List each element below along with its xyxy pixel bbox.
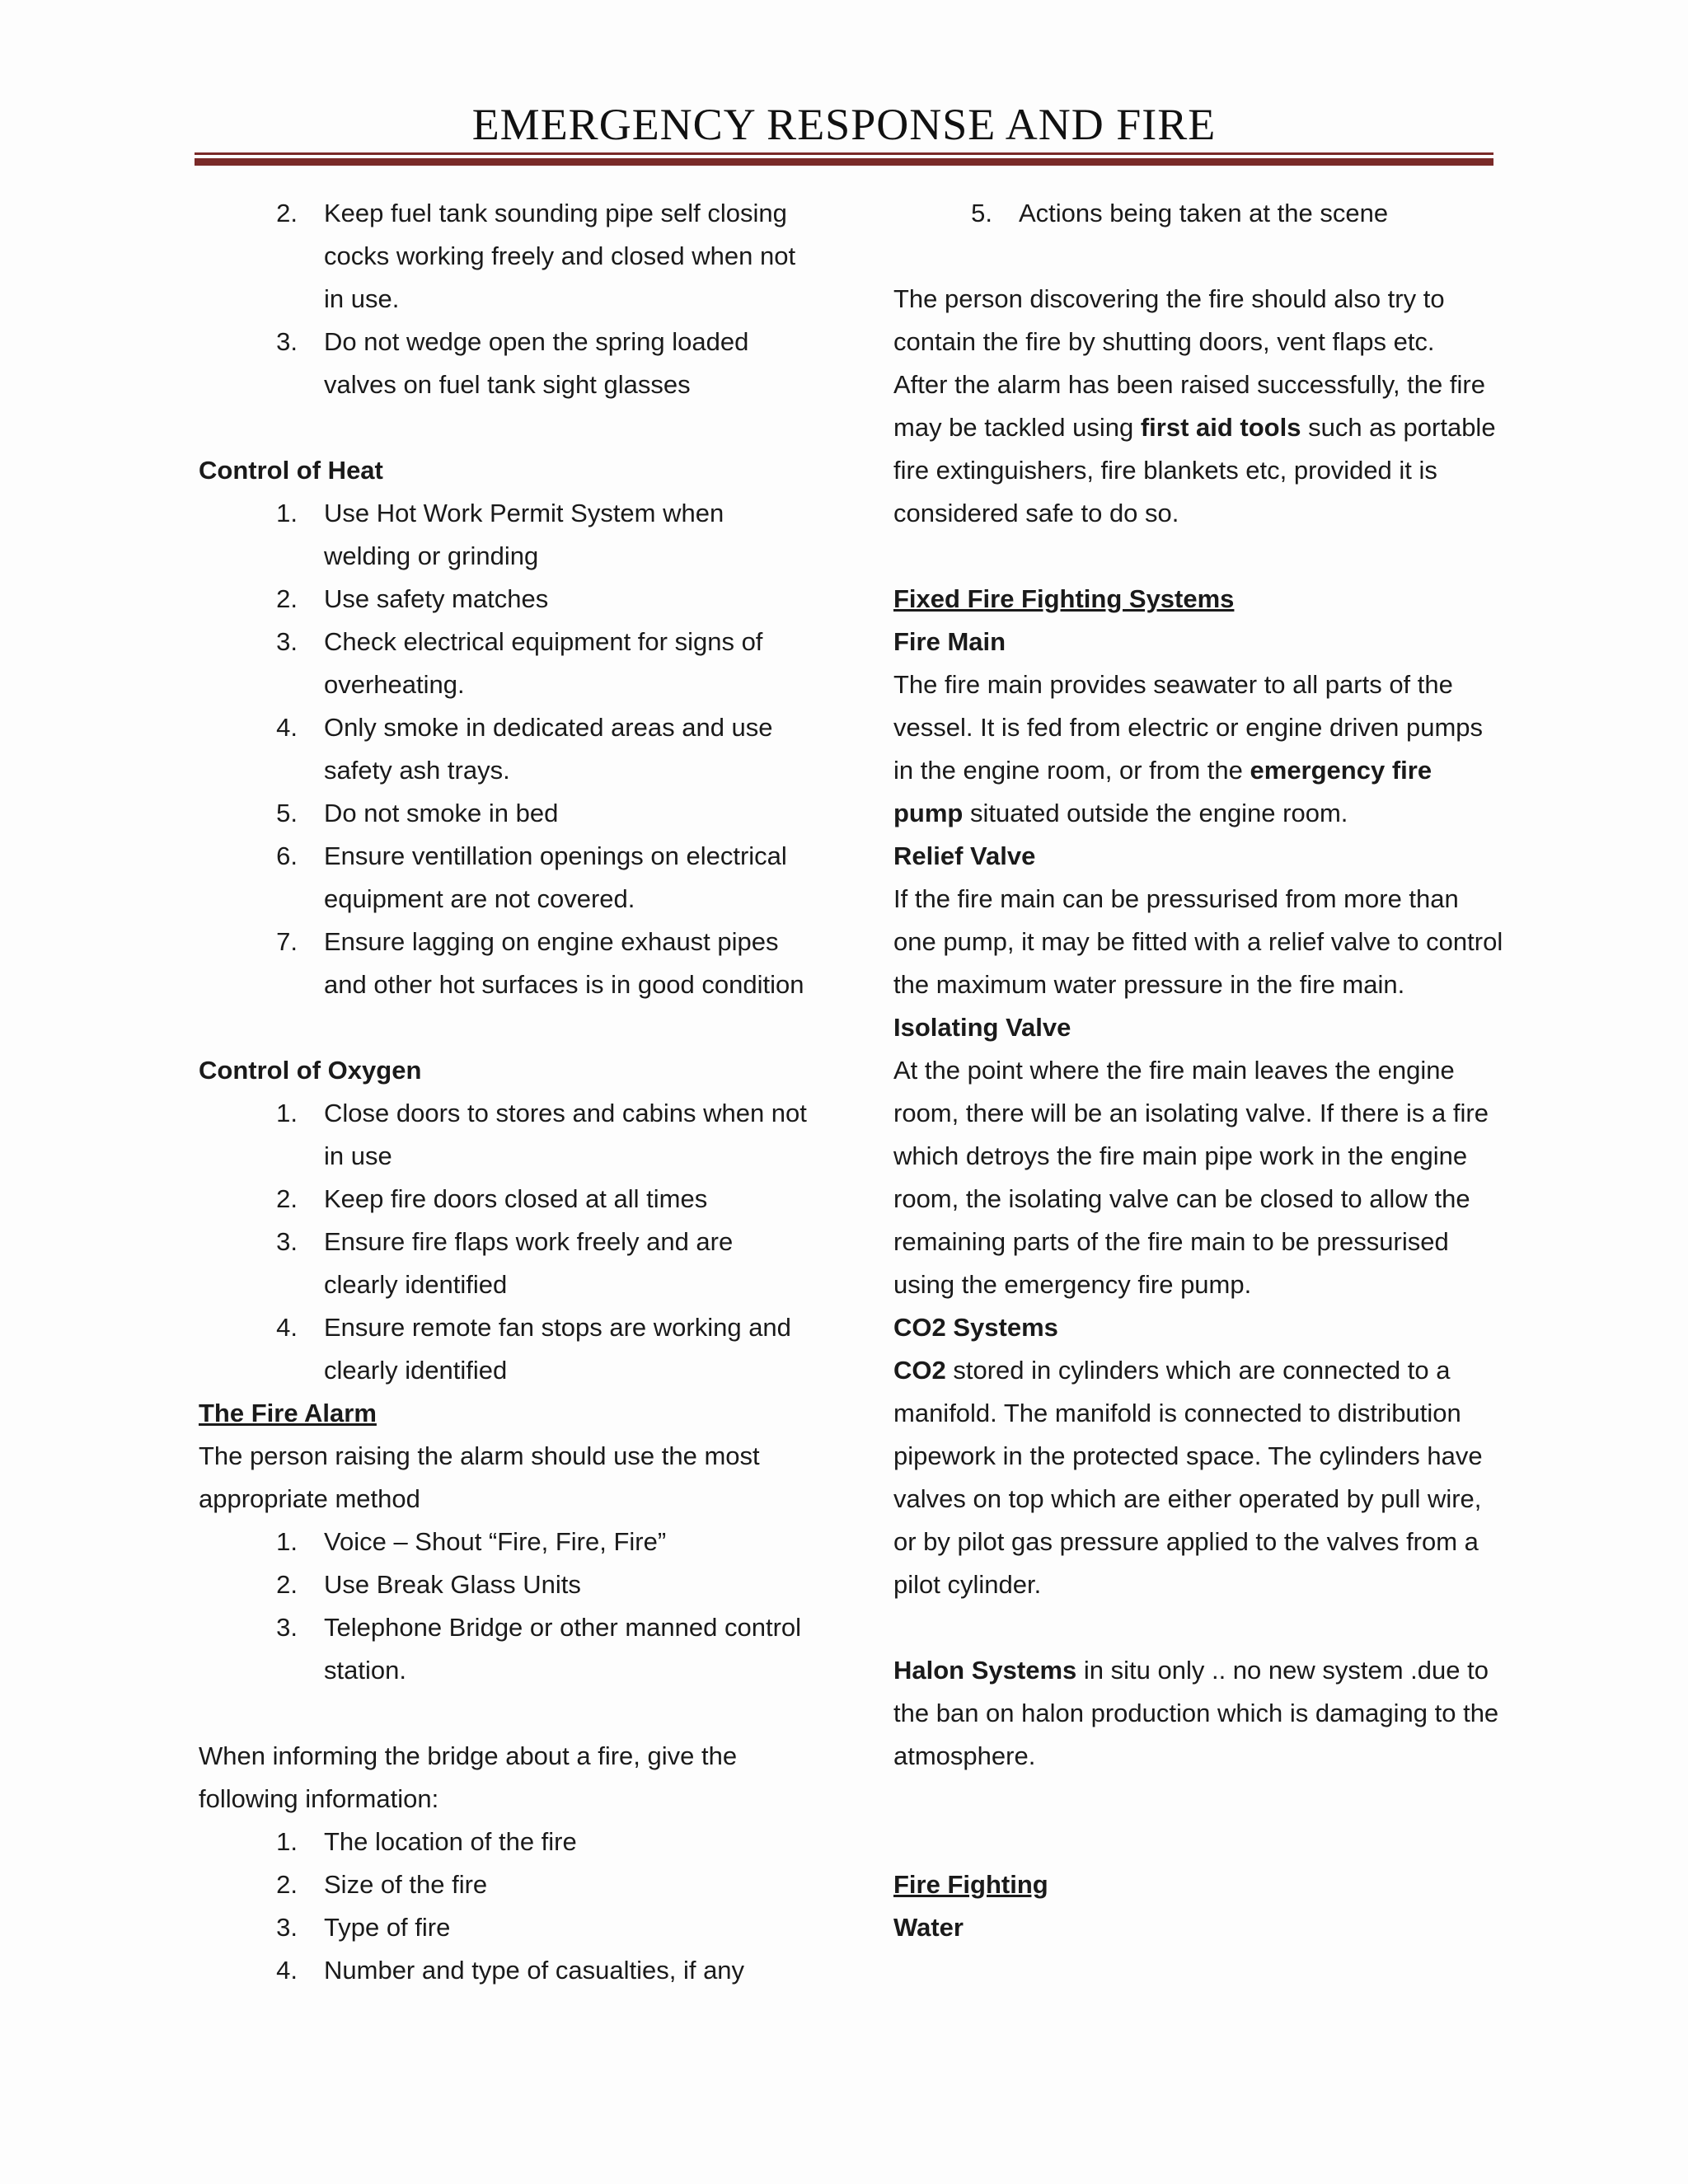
page-title: EMERGENCY RESPONSE AND FIRE xyxy=(471,100,1217,149)
list-text: Use Hot Work Permit System when welding or grinding xyxy=(324,499,724,570)
halon-bold: Halon Systems xyxy=(893,1656,1077,1685)
list-item xyxy=(199,1178,809,1221)
list-text: Voice – Shout “Fire, Fire, Fire” xyxy=(324,1527,667,1556)
list-item xyxy=(199,921,809,1006)
list-item xyxy=(199,1306,809,1392)
list-number: 4. xyxy=(276,1956,298,1985)
oxygen-heading: Control of Oxygen xyxy=(199,1056,422,1085)
halon-paragraph: Halon Systems in situ only .. no new system .due to the ban on halon production which is damaging to the atmosphere. xyxy=(893,1656,1499,1770)
list-item xyxy=(199,621,809,706)
right-column xyxy=(893,192,1503,1949)
left-column xyxy=(199,192,809,1992)
list-number: 4. xyxy=(276,713,298,742)
fire-main-bold: emergency fire pump xyxy=(893,756,1432,827)
alarm-intro: The person raising the alarm should use the most appropriate method xyxy=(199,1441,760,1513)
co2-paragraph: CO2 stored in cylinders which are connected to a manifold. The manifold is connected to distribution pipework in the protected space. The cylinders have valves on top which are either operated by pull wire, or by pilot gas pressure applied to the valves from a pilot cylinder. xyxy=(893,1356,1483,1599)
list-item xyxy=(199,321,809,406)
list-item xyxy=(199,578,809,621)
list-number: 3. xyxy=(276,1227,298,1256)
list-item xyxy=(199,1563,809,1606)
list-number: 2. xyxy=(276,1570,298,1599)
list-item xyxy=(199,492,809,578)
list-number: 2. xyxy=(276,584,298,613)
list-item xyxy=(893,192,1503,235)
isolating-valve-heading: Isolating Valve xyxy=(893,1013,1071,1042)
contain-paragraph: The person discovering the fire should also try to contain the fire by shutting doors, vent flaps etc. xyxy=(893,284,1445,356)
fixed-systems-heading: Fixed Fire Fighting Systems xyxy=(893,584,1235,613)
list-text: The location of the fire xyxy=(324,1827,577,1856)
heat-heading: Control of Heat xyxy=(199,456,383,485)
list-number: 1. xyxy=(276,499,298,527)
list-item xyxy=(199,1521,809,1563)
list-number: 4. xyxy=(276,1313,298,1342)
list-number: 2. xyxy=(276,1184,298,1213)
list-item xyxy=(199,1092,809,1178)
list-item xyxy=(199,1863,809,1906)
list-item xyxy=(199,835,809,921)
list-item xyxy=(199,1821,809,1863)
alarm-heading: The Fire Alarm xyxy=(199,1399,377,1427)
fire-fighting-heading: Fire Fighting xyxy=(893,1870,1048,1899)
list-text: Type of fire xyxy=(324,1913,451,1942)
list-text: Do not wedge open the spring loaded valves on fuel tank sight glasses xyxy=(324,327,749,399)
list-number: 2. xyxy=(276,1870,298,1899)
list-text: Ensure lagging on engine exhaust pipes and other hot surfaces is in good condition xyxy=(324,927,804,999)
list-item xyxy=(199,1606,809,1692)
list-item xyxy=(199,792,809,835)
header-rule-thick xyxy=(195,158,1493,166)
list-text: Number and type of casualties, if any xyxy=(324,1956,745,1985)
list-number: 5. xyxy=(276,799,298,827)
list-text: Size of the fire xyxy=(324,1870,488,1899)
fire-main-heading: Fire Main xyxy=(893,627,1006,656)
list-item xyxy=(199,706,809,792)
list-item xyxy=(199,192,809,321)
list-text: Use safety matches xyxy=(324,584,549,613)
list-number: 3. xyxy=(276,627,298,656)
tackle-bold: first aid tools xyxy=(1140,413,1301,442)
bridge-intro: When informing the bridge about a fire, give the following information: xyxy=(199,1741,738,1813)
list-number: 3. xyxy=(276,1613,298,1642)
list-text: Telephone Bridge or other manned control station. xyxy=(324,1613,802,1685)
list-text: Ensure ventillation openings on electrical equipment are not covered. xyxy=(324,841,787,913)
list-number: 1. xyxy=(276,1099,298,1127)
relief-valve-paragraph: If the fire main can be pressurised from more than one pump, it may be fitted with a relief valve to control the maximum water pressure in the fire main. xyxy=(893,884,1503,999)
list-number: 1. xyxy=(276,1527,298,1556)
list-number: 3. xyxy=(276,327,298,356)
list-text: Keep fire doors closed at all times xyxy=(324,1184,708,1213)
header-rule-thin xyxy=(195,152,1493,155)
list-item xyxy=(199,1221,809,1306)
list-text: Only smoke in dedicated areas and use safety ash trays. xyxy=(324,713,773,785)
relief-valve-heading: Relief Valve xyxy=(893,841,1036,870)
list-text: Check electrical equipment for signs of overheating. xyxy=(324,627,763,699)
list-text: Close doors to stores and cabins when not in use xyxy=(324,1099,807,1170)
tackle-paragraph: After the alarm has been raised successfully, the fire may be tackled using first aid tools such as portable fire extinguishers, fire blankets etc, provided it is considered safe to do so. xyxy=(893,370,1496,527)
co2-bold: CO2 xyxy=(893,1356,946,1385)
isolating-valve-paragraph: At the point where the fire main leaves the engine room, there will be an isolating valve. If there is a fire which detroys the fire main pipe work in the engine room, the isolating valve can be closed to allow the remaining parts of the fire main to be pressurised using the emergency fire pump. xyxy=(893,1056,1489,1299)
co2-heading: CO2 Systems xyxy=(893,1313,1058,1342)
list-text: Ensure remote fan stops are working and clearly identified xyxy=(324,1313,791,1385)
list-item xyxy=(199,1949,809,1992)
list-text: Ensure fire flaps work freely and are clearly identified xyxy=(324,1227,734,1299)
list-number: 1. xyxy=(276,1827,298,1856)
water-heading: Water xyxy=(893,1913,964,1942)
list-number: 2. xyxy=(276,199,298,227)
list-text: Actions being taken at the scene xyxy=(1019,199,1389,227)
list-text: Do not smoke in bed xyxy=(324,799,559,827)
list-number: 3. xyxy=(276,1913,298,1942)
fire-main-paragraph: The fire main provides seawater to all parts of the vessel. It is fed from electric or engine driven pumps in the engine room, or from the emergency fire pump situated outside the engine room. xyxy=(893,670,1484,827)
list-text: Keep fuel tank sounding pipe self closing cocks working freely and closed when not in use. xyxy=(324,199,796,313)
list-item xyxy=(199,1906,809,1949)
list-number: 6. xyxy=(276,841,298,870)
list-number: 5. xyxy=(971,199,992,227)
list-text: Use Break Glass Units xyxy=(324,1570,581,1599)
list-number: 7. xyxy=(276,927,298,956)
